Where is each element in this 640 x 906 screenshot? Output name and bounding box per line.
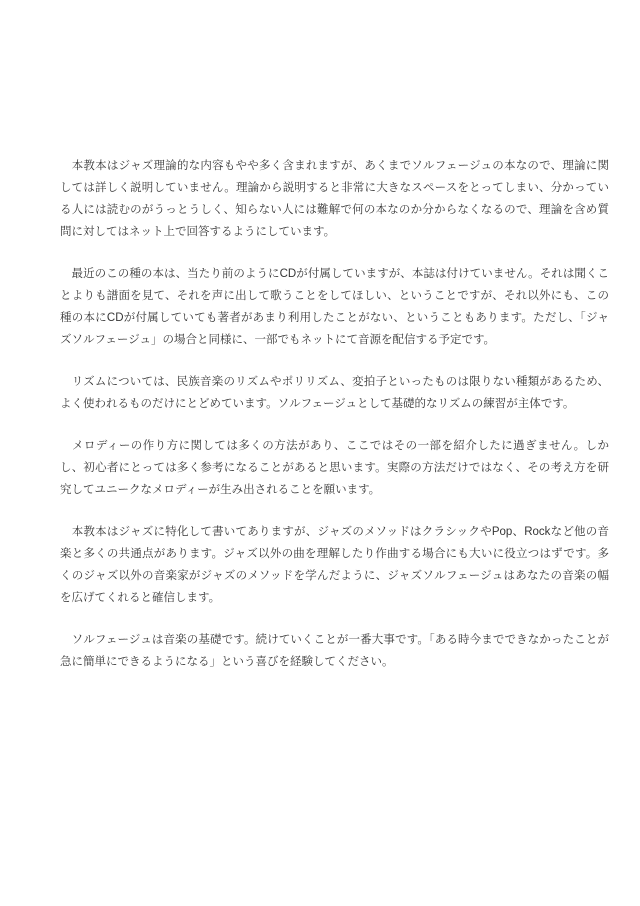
paragraph: 最近のこの種の本は、当たり前のようにCDが付属していますが、本誌は付けていません。それは聞くことよりも譜面を見て、それを声に出して歌うことをしてほしい、ということですが、それ以外にも、この種の本にCDが付属していても著者があまり利用したことがない、ということもあります。ただし、「ジャズソルフェージュ」の場合と同様に、一部でもネットにて音源を配信する予定です。 (60, 268, 609, 346)
paragraph: 本教本はジャズに特化して書いてありますが、ジャズのメソッドはクラシックやPop、Rockなど他の音楽と多くの共通点があります。ジャズ以外の曲を理解したり作曲する場合にも大いに役立つはずです。多くのジャズ以外の音楽家がジャズのメソッドを学んだように、ジャズソルフェージュはあなたの音楽の幅を広げてくれると確信します。 (60, 526, 609, 604)
paragraph: リズムについては、民族音楽のリズムやポリリズム、変拍子といったものは限りない種類があるため、よく使われるものだけにとどめています。ソルフェージュとして基礎的なリズムの練習が主体です。 (60, 376, 609, 410)
paragraph: メロディーの作り方に関しては多くの方法があり、ここではその一部を紹介したに過ぎません。しかし、初心者にとっては多く参考になることがあると思います。実際の方法だけではなく、その考え方を研究してユニークなメロディーが生み出されることを願います。 (60, 440, 609, 496)
preface-text-block (60, 155, 609, 693)
paragraph: ソルフェージュは音楽の基礎です。続けていくことが一番大事です。「ある時今までできなかったことが急に簡単にできるようになる」という喜びを経験してください。 (60, 634, 609, 668)
paragraph: 本教本はジャズ理論的な内容もやや多く含まれますが、あくまでソルフェージュの本なので、理論に関しては詳しく説明していません。理論から説明すると非常に大きなスペースをとってしまい、分かっている人には読むのがうっとうしく、知らない人には難解で何の本なのか分からなくなるので、理論を含め質問に対してはネット上で回答するようにしています。 (60, 160, 609, 238)
